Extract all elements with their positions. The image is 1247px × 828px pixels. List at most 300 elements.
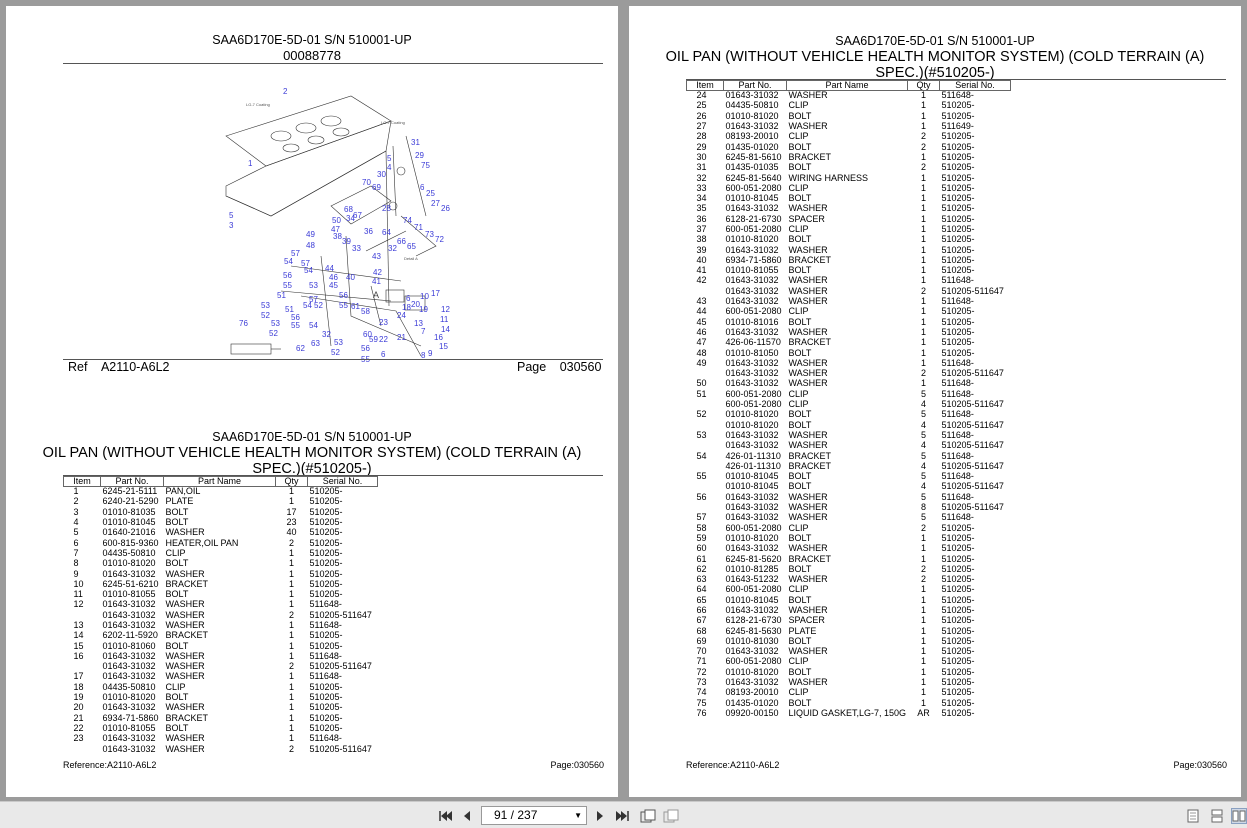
cell-part-name: BOLT [788,420,812,430]
cell-item: 31 [696,162,707,173]
cell-part-name: WASHER [165,671,205,682]
cell-serial: 510205- [941,244,975,255]
svg-text:13: 13 [414,319,423,328]
cell-qty: 1 [920,306,926,317]
cell-part-name: WASHER [788,275,828,286]
cell-item [687,461,724,471]
cell-part-no: 01010-81020 [725,533,779,543]
cell-serial: 510205- [941,100,975,111]
cell-serial: 510205-511647 [941,440,1004,451]
cell-item: 54 [696,450,707,461]
cell-qty: 2 [920,141,926,152]
table-row [687,708,1011,718]
cell-part-no: 01010-81020 [725,667,779,677]
fit-width-icon[interactable] [663,808,679,824]
svg-text:53: 53 [309,281,318,290]
cell-qty: 1 [288,496,294,507]
cell-qty: 1 [920,121,926,132]
cell-qty: 1 [920,677,926,688]
cell-item: 34 [696,193,707,204]
cell-part-no: 01010-81045 [102,517,156,528]
cell-part-name: WIRING HARNESS [788,172,869,183]
table-row [64,517,378,527]
cell-part-name: BOLT [788,409,812,420]
cell-part-name: WASHER [788,368,828,379]
cell-part-name: BRACKET [788,461,832,471]
cell-qty: 5 [920,409,926,420]
cell-part-no: 01643-31032 [725,605,779,615]
cell-part-no: 6128-21-6730 [725,615,782,626]
cell-part-name: WASHER [788,90,828,101]
table-row [64,528,378,538]
cell-part-no: 01643-31032 [102,661,156,672]
cell-part-name: BRACKET [165,630,209,641]
cell-part-no: 01010-81055 [102,589,156,600]
cell-part-name: BRACKET [165,579,209,589]
cell-part-name: WASHER [788,286,828,296]
cell-qty: 8 [920,502,926,513]
ref-value: A2110-A6L2 [100,360,170,374]
table-row [687,585,1011,595]
svg-text:30: 30 [377,170,386,179]
table-row [687,389,1011,399]
cell-qty: 2 [920,564,926,574]
cell-serial: 511648- [309,733,342,744]
svg-text:51: 51 [285,305,294,314]
table-row [687,101,1011,111]
table-row [687,245,1011,255]
cell-part-no: 6934-71-5860 [725,255,782,265]
cell-item: 70 [696,646,707,657]
next-page-icon[interactable] [592,808,608,824]
cell-part-no: 6245-81-5640 [725,172,782,183]
svg-text:26: 26 [441,204,450,213]
cell-qty: 1 [920,317,926,327]
chevron-down-icon[interactable]: ▼ [574,811,582,820]
cell-item [64,662,101,672]
cell-serial: 510205-511647 [309,743,372,754]
cell-item: 12 [73,599,84,610]
cell-qty: 2 [920,368,926,379]
cell-serial: 510205- [941,141,975,152]
cell-part-no: 01643-31032 [725,502,779,513]
cell-qty: 1 [288,620,294,630]
col-item: Item [64,477,101,487]
table-row [687,183,1011,193]
svg-text:8: 8 [421,351,426,360]
cell-part-name: CLIP [788,522,809,533]
table-row [687,327,1011,337]
table-row [687,482,1011,492]
cell-part-name: BOLT [788,234,812,245]
table-row [687,616,1011,626]
fit-page-icon[interactable] [640,808,656,824]
cell-qty: 4 [920,481,926,492]
table-row [687,688,1011,698]
cell-serial: 510205-511647 [309,610,372,620]
cell-part-no: 01643-31032 [102,671,156,682]
svg-text:61: 61 [351,302,360,311]
cell-part-name: BOLT [165,640,189,651]
cell-part-no: 01010-81045 [725,471,779,482]
cell-part-no: 01643-51232 [725,574,779,585]
cell-item: 75 [696,698,707,708]
cell-item: 33 [696,183,707,193]
cell-serial: 510205- [309,527,343,538]
cell-qty: 1 [920,152,926,162]
cell-item: 7 [73,548,79,558]
cell-qty: 1 [288,671,294,682]
cell-serial: 510205- [941,615,975,626]
cell-serial: 510205-511647 [309,661,372,672]
col-serial: Serial No. [308,477,378,487]
table-row [687,533,1011,543]
table-row [64,487,378,497]
cell-part-no: 01643-31032 [725,327,779,337]
svg-text:53: 53 [271,319,280,328]
svg-text:54: 54 [304,266,313,275]
cell-part-name: WASHER [788,203,828,214]
cell-serial: 510205-511647 [941,420,1004,430]
svg-text:6: 6 [381,350,386,359]
cell-part-no: 01643-31032 [725,275,779,286]
cell-item: 58 [696,522,707,533]
page-value: 030560 [559,360,602,374]
cell-part-name: BOLT [788,636,812,646]
cell-part-name: SPACER [788,615,825,626]
table-row [687,317,1011,327]
cell-serial: 510205-511647 [941,461,1004,471]
cell-item: 22 [73,723,84,733]
cell-part-no: 01435-01035 [725,162,779,173]
cell-qty: 1 [920,224,926,234]
cell-serial: 510205-511647 [941,286,1004,296]
table-row [687,142,1011,152]
col-qty: Qty [276,477,308,487]
cell-part-no: 01643-31032 [725,492,779,502]
cell-item: 60 [696,543,707,554]
cell-qty: 1 [920,265,926,276]
right-footer-page: Page:030560 [1173,760,1227,770]
cell-serial: 510205- [941,183,975,193]
cell-part-name: BOLT [788,595,812,605]
svg-text:55: 55 [283,281,292,290]
cell-serial: 510205- [309,640,343,651]
single-page-icon[interactable] [1185,808,1201,824]
table-row [64,569,378,579]
cell-item: 8 [73,558,79,569]
cell-part-name: BRACKET [788,450,832,461]
cell-serial: 511648- [941,378,974,389]
cell-part-no: 600-051-2080 [725,389,782,399]
table-row [64,651,378,661]
cell-part-no: 01010-81020 [102,692,156,703]
svg-text:58: 58 [361,307,370,316]
table-row [687,204,1011,214]
cell-qty: 1 [920,327,926,337]
cell-qty: 1 [920,533,926,543]
svg-text:27: 27 [431,199,440,208]
svg-text:57: 57 [291,249,300,258]
cell-qty: 1 [288,486,294,497]
svg-text:16: 16 [434,333,443,342]
cell-item: 55 [696,471,707,482]
cell-item: 35 [696,203,707,214]
cell-serial: 510205- [941,306,975,317]
svg-text:55: 55 [291,321,300,330]
cell-item: 74 [696,687,707,698]
cell-part-no: 6202-11-5920 [102,630,158,641]
cell-qty: 1 [920,214,926,224]
cell-qty: 1 [288,630,294,641]
continuous-icon[interactable] [1209,808,1225,824]
cell-part-no: 01010-81020 [725,111,779,121]
table-row [64,497,378,507]
cell-part-no: 01643-31032 [102,610,156,620]
table-row [687,91,1011,101]
table-row [687,163,1011,173]
svg-text:39: 39 [342,237,351,246]
cell-part-name: PLATE [788,625,817,636]
cell-item: 32 [696,172,707,183]
cell-serial: 510205- [941,317,975,327]
cell-qty: 1 [920,543,926,554]
cell-part-no: 01643-31032 [725,512,779,523]
cell-qty: 1 [920,296,926,307]
cell-part-no: 01010-81045 [725,481,779,492]
cell-qty: 1 [920,347,926,358]
table-row [687,595,1011,605]
cell-part-name: WASHER [788,121,828,132]
cell-serial: 511648- [941,512,974,523]
cell-serial: 511648- [941,471,974,482]
cell-qty: 1 [920,244,926,255]
cell-item [64,744,101,754]
cell-item: 24 [696,90,707,101]
cell-serial: 510205- [941,131,975,142]
table-row [64,579,378,589]
cell-item: 1 [73,486,79,497]
cell-serial: 510205- [309,486,343,497]
cell-part-name: WASHER [165,702,205,713]
cell-serial: 510205- [941,111,975,121]
cell-item: 69 [696,636,707,646]
table-row [687,307,1011,317]
cell-item [687,420,724,430]
cell-serial: 511648- [941,430,974,440]
cell-part-name: BOLT [788,141,812,152]
svg-text:70: 70 [362,178,371,187]
cell-item [687,441,724,451]
cell-serial: 510205- [309,713,343,723]
viewer-toolbar [0,801,1247,828]
cell-part-no: 01643-31032 [102,620,156,630]
cell-part-no: 08193-20010 [725,687,779,698]
table-row [687,276,1011,286]
cell-part-name: BOLT [165,723,189,733]
svg-text:4: 4 [387,163,392,172]
cell-qty: 1 [920,667,926,677]
svg-text:11: 11 [440,315,449,324]
cell-part-no: 01010-81045 [725,595,779,605]
cell-part-name: WASHER [788,543,828,554]
cell-part-no: 01643-31032 [102,651,156,661]
cell-part-name: BOLT [165,507,189,517]
cell-item: 53 [696,430,707,440]
cell-part-no: 04435-50810 [725,100,779,111]
page-number-input[interactable] [481,806,587,825]
cell-part-no: 6245-81-5630 [725,625,782,636]
svg-text:2: 2 [283,87,288,96]
table-row [687,574,1011,584]
cell-item: 23 [73,733,84,744]
table-row [687,647,1011,657]
cell-part-no: 01643-31032 [725,286,779,296]
cell-serial: 510205- [941,327,975,337]
svg-text:45: 45 [329,281,338,290]
cell-part-name: BOLT [165,692,189,703]
cell-serial: 510205- [309,723,343,733]
cell-part-name: BOLT [788,317,812,327]
table-row [687,132,1011,142]
cell-part-no: 01640-21016 [102,527,156,538]
cell-part-no: 04435-50810 [102,548,156,558]
cell-part-no: 01643-31032 [725,378,779,389]
table-row [687,255,1011,265]
cell-item: 40 [696,255,707,265]
cell-item: 72 [696,667,707,677]
cell-part-name: WASHER [788,646,828,657]
svg-text:47: 47 [331,225,340,234]
cell-part-name: WASHER [788,296,828,307]
svg-text:62: 62 [296,344,305,353]
svg-text:56: 56 [339,291,348,300]
cell-part-name: BOLT [165,589,189,600]
left-section-model: SAA6D170E-5D-01 S/N 510001-UP [212,430,412,444]
cell-item: 43 [696,296,707,307]
cell-serial: 510205-511647 [941,368,1004,379]
cell-part-name: CLIP [165,682,186,692]
cell-serial: 511648- [941,409,974,420]
table-row [687,348,1011,358]
cell-qty: 1 [920,615,926,626]
cell-part-name: CLIP [788,183,809,193]
cell-qty: 1 [920,605,926,615]
cell-part-no: 01643-31032 [725,440,779,451]
cell-qty: 5 [920,492,926,502]
cell-part-name: BOLT [788,162,812,173]
cell-part-name: WASHER [165,651,205,661]
cell-part-name: WASHER [788,512,828,523]
cell-qty: 1 [920,698,926,708]
cell-part-name: CLIP [788,584,809,595]
cell-part-no: 01010-81045 [725,193,779,204]
cell-part-name: BOLT [788,481,812,492]
table-row [687,410,1011,420]
cell-qty: 1 [920,378,926,389]
cell-item: 66 [696,605,707,615]
cell-part-no: 6934-71-5860 [102,713,159,723]
cell-part-no: 6245-21-5111 [102,486,158,497]
cell-serial: 510205- [941,574,975,585]
cell-qty: 1 [920,111,926,121]
cell-serial: 511648- [941,492,974,502]
svg-text:56: 56 [283,271,292,280]
facing-icon[interactable] [1231,808,1247,824]
cell-qty: 1 [288,548,294,558]
cell-serial: 510205- [941,564,975,574]
svg-text:5: 5 [387,154,392,163]
ref-label: Ref [68,360,88,374]
cell-item: 4 [73,517,79,528]
cell-qty: 2 [920,162,926,173]
cell-part-no: 01643-31032 [725,244,779,255]
cell-qty: 1 [920,255,926,265]
cell-part-no: 01010-81020 [725,409,779,420]
svg-text:43: 43 [372,252,381,261]
cell-part-no: 08193-20010 [725,131,779,142]
cell-item: 59 [696,533,707,543]
svg-text:57: 57 [301,259,310,268]
cell-serial: 510205- [309,517,343,528]
table-header-row [64,477,378,487]
right-parts-table [686,80,1011,719]
cell-serial: 510205- [309,507,343,517]
prev-page-icon[interactable] [459,808,475,824]
first-page-icon[interactable] [438,808,454,824]
cell-qty: 1 [920,172,926,183]
cell-serial: 510205- [941,347,975,358]
cell-part-name: BRACKET [788,152,832,162]
cell-serial: 510205- [941,698,975,708]
cell-qty: 1 [920,584,926,595]
table-row [687,152,1011,162]
svg-text:52: 52 [331,348,340,357]
last-page-icon[interactable] [614,808,630,824]
table-row [64,507,378,517]
svg-text:56: 56 [291,313,300,322]
cell-part-no: 600-051-2080 [725,584,782,595]
cell-qty: 1 [920,275,926,286]
cell-qty: 1 [920,358,926,368]
cell-part-name: CLIP [788,306,809,317]
oil-pan-body [226,121,391,216]
cell-item: 19 [73,692,84,703]
cell-part-no: 600-051-2080 [725,399,782,410]
cell-part-name: WASHER [165,620,205,630]
cell-item: 68 [696,625,707,636]
table-row [64,548,378,558]
cell-item: 30 [696,152,707,162]
cell-part-no: 01643-31032 [725,677,779,688]
cell-qty: 1 [920,636,926,646]
cell-qty: 2 [288,537,294,548]
cell-qty: 1 [920,625,926,636]
table-row [687,523,1011,533]
cell-serial: 510205- [941,193,975,204]
cell-item: 5 [73,527,79,538]
table-row [687,471,1011,481]
cell-item: 62 [696,564,707,574]
cell-item: 16 [73,651,84,661]
cell-serial: 510205- [941,584,975,595]
table-row [687,420,1011,430]
cell-part-no: 01643-31032 [102,568,156,579]
cell-item: 3 [73,507,79,517]
cell-serial: 511648- [941,296,974,307]
cell-item: 49 [696,358,707,368]
cell-part-no: 01643-31032 [725,646,779,657]
